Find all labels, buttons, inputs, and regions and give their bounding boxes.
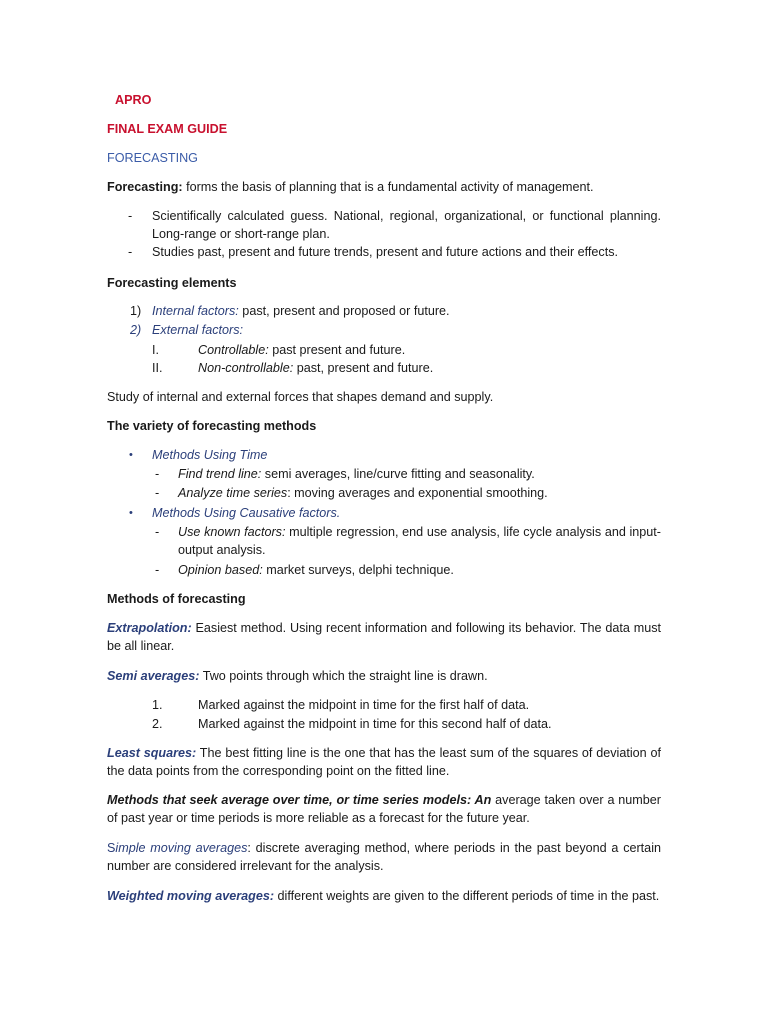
sub-text: past present and future. xyxy=(268,343,406,357)
group-label: Methods Using Causative factors. xyxy=(152,506,341,520)
sub-term: Controllable: xyxy=(198,343,269,357)
group-item-term: Analyze time series xyxy=(178,486,288,500)
sub-marker: I. xyxy=(152,343,159,357)
bullet-icon: • xyxy=(129,449,133,461)
semi-averages-text: Two points through which the straight line is drawn. xyxy=(199,669,488,683)
group-item xyxy=(178,562,661,580)
intro-item-text: Studies past, present and future trends, present and future actions and their effects. xyxy=(152,245,619,259)
weighted-moving-term: Weighted moving averages: xyxy=(107,889,275,903)
element-term: External factors: xyxy=(152,323,243,337)
time-series-paragraph xyxy=(107,792,661,828)
group-item-text: market surveys, delphi technique. xyxy=(262,563,454,577)
group-item-term: Find trend line: xyxy=(178,467,262,481)
group-item xyxy=(178,466,661,484)
intro-item-marker: - xyxy=(128,209,133,223)
least-squares-term: Least squares: xyxy=(107,746,197,760)
variety-heading: The variety of forecasting methods xyxy=(107,419,317,433)
group-item-term: Opinion based: xyxy=(178,563,263,577)
time-series-text: average taken over a number of past year or time periods is more reliable as a forecast for the future year. xyxy=(107,793,661,825)
semi-marker: 2. xyxy=(152,717,163,731)
weighted-moving-text: different weights are given to the different periods of time in the past. xyxy=(274,889,660,903)
guide-title: FINAL EXAM GUIDE xyxy=(107,122,228,136)
group-item-text: semi averages, line/curve fitting and seasonality. xyxy=(261,467,535,481)
group-item-text: : moving averages and exponential smoothing. xyxy=(287,486,548,500)
bullet-icon: • xyxy=(129,507,133,519)
group-item-marker: - xyxy=(155,525,160,539)
intro-item-text: Scientifically calculated guess. National, regional, organizational, or functional planning. Long-range or short-range plan. xyxy=(152,209,661,241)
group-label: Methods Using Time xyxy=(152,448,268,462)
intro-paragraph xyxy=(107,179,661,197)
least-squares-paragraph xyxy=(107,745,661,781)
intro-term: Forecasting: xyxy=(107,180,183,194)
sub-marker: II. xyxy=(152,361,163,375)
group-item-marker: - xyxy=(155,486,160,500)
element-marker: 1) xyxy=(130,304,142,318)
element-marker: 2) xyxy=(130,323,142,337)
semi-marker: 1. xyxy=(152,698,163,712)
least-squares-text: The best fitting line is the one that has the least sum of the squares of deviation of the data points from the corresponding point on the fitted line. xyxy=(107,746,661,778)
extrapolation-paragraph xyxy=(107,620,661,656)
simple-moving-initial: S xyxy=(107,841,116,855)
semi-item-text: Marked against the midpoint in time for this second half of data. xyxy=(198,717,552,731)
weighted-moving-paragraph xyxy=(107,888,661,906)
sub-item xyxy=(198,342,661,360)
extrapolation-term: Extrapolation: xyxy=(107,621,192,635)
group-item-term: Use known factors: xyxy=(178,525,286,539)
semi-item-text: Marked against the midpoint in time for the first half of data. xyxy=(198,698,530,712)
intro-text: forms the basis of planning that is a fundamental activity of management. xyxy=(182,180,594,194)
elements-heading: Forecasting elements xyxy=(107,276,237,290)
element-term: Internal factors: xyxy=(152,304,239,318)
element-item xyxy=(152,303,661,321)
semi-averages-term: Semi averages: xyxy=(107,669,200,683)
sub-term: Non-controllable: xyxy=(198,361,294,375)
simple-moving-text: : discrete averaging method, where periods in the past beyond a certain number are considered irrelevant for the analysis. xyxy=(107,841,661,873)
simple-moving-paragraph xyxy=(107,840,661,876)
group-item-marker: - xyxy=(155,467,160,481)
time-series-term: Methods that seek average over time, or time series models: An xyxy=(107,793,492,807)
simple-moving-term: imple moving averages xyxy=(115,841,248,855)
group-item xyxy=(178,524,661,560)
element-text: past, present and proposed or future. xyxy=(238,304,450,318)
extrapolation-text: Easiest method. Using recent information and following its behavior. The data must be all linear. xyxy=(107,621,661,653)
group-item-marker: - xyxy=(155,563,160,577)
section-title: FORECASTING xyxy=(107,151,198,165)
course-code: APRO xyxy=(115,93,152,107)
group-item-text: multiple regression, end use analysis, life cycle analysis and input-output analysis. xyxy=(178,525,662,557)
group-item xyxy=(178,485,661,503)
intro-item-marker: - xyxy=(128,245,133,259)
sub-text: past, present and future. xyxy=(293,361,434,375)
methods-heading: Methods of forecasting xyxy=(107,592,246,606)
semi-averages-paragraph xyxy=(107,668,661,686)
sub-item xyxy=(198,360,661,378)
study-paragraph: Study of internal and external forces that shapes demand and supply. xyxy=(107,390,494,404)
